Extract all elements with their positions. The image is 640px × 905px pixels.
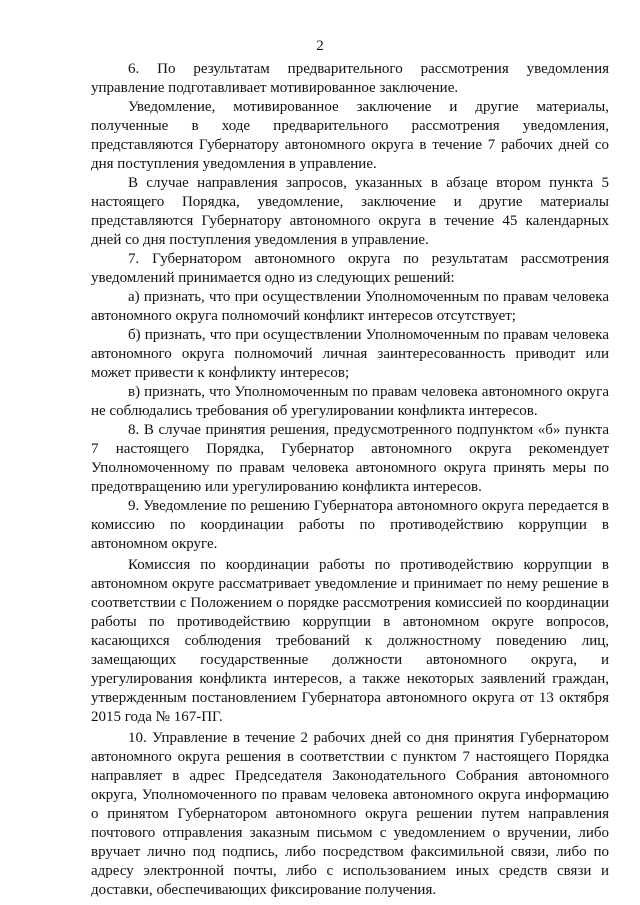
- paragraph-7-v: в) признать, что Уполномоченным по правам человека автономного округа не соблюдались требования об урегулировании конфликта интересов.: [91, 384, 609, 419]
- paragraph-requests: В случае направления запросов, указанных в абзаце втором пункта 5 настоящего Порядка, уведомление, заключение и другие материалы представляются Губернатору автономного округа в течение 45 календарных дней со дня поступления уведомления в управление.: [91, 175, 609, 248]
- paragraph-10: 10. Управление в течение 2 рабочих дней со дня принятия Губернатором автономного округа решения в соответствии с пунктом 7 настоящего Порядка направляет в адрес Председателя Законодательного Собрания автономного округа, Уполномоченного по правам человека автономного округа информацию о принятом Губернатором автономного округа решении путем направления почтового отправления заказным письмом с уведомлением о вручении, либо вручает лично под подпись, либо посредством факсимильной связи, либо по адресу электронной почты, либо с использованием иных средств связи и доставки, обеспечивающих фиксирование получения.: [91, 730, 609, 898]
- paragraph-6: 6. По результатам предварительного рассмотрения уведомления управление подготавливает мотивированное заключение.: [91, 61, 609, 96]
- paragraph-7: 7. Губернатором автономного округа по результатам рассмотрения уведомлений принимается одно из следующих решений:: [91, 251, 609, 286]
- paragraph-9: 9. Уведомление по решению Губернатора автономного округа передается в комиссию по координации работы по противодействию коррупции в автономном округе.: [91, 498, 609, 552]
- paragraph-7-b: б) признать, что при осуществлении Уполномоченным по правам человека автономного округа полномочий личная заинтересованность приводит или может привести к конфликту интересов;: [91, 327, 609, 381]
- paragraph-materials: Уведомление, мотивированное заключение и другие материалы, полученные в ходе предварительного рассмотрения уведомления, представляются Губернатору автономного округа в течение 7 рабочих дней со дня поступления уведомления в управление.: [91, 99, 609, 172]
- paragraph-8: 8. В случае принятия решения, предусмотренного подпунктом «б» пункта 7 настоящего Порядка, Губернатор автономного округа рекомендует Уполномоченному по правам человека автономного округа принять меры по предотвращению или урегулированию конфликта интересов.: [91, 422, 609, 495]
- paragraph-commission: Комиссия по координации работы по противодействию коррупции в автономном округе рассматривает уведомление и принимает по нему решение в соответствии с Положением о порядке рассмотрения комиссией по координации работы по противодействию коррупции в автономном округе вопросов, касающихся соблюдения требований к должностному поведению лиц, замещающих государственные должности автономного округа, и урегулирования конфликта интересов, а также некоторых заявлений граждан, утвержденным постановлением Губернатора автономного округа от 13 октября 2015 года № 167-ПГ.: [91, 557, 609, 725]
- paragraph-7-a: а) признать, что при осуществлении Уполномоченным по правам человека автономного округа полномочий конфликт интересов отсутствует;: [91, 289, 609, 324]
- document-body: [91, 60, 609, 900]
- page-number: 2: [316, 38, 324, 54]
